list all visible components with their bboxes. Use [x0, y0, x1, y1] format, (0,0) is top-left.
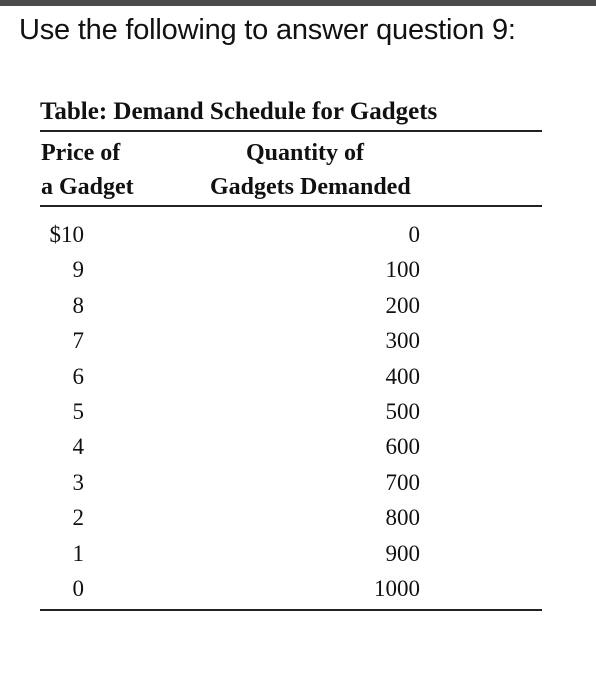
table-row [40, 536, 542, 571]
table-row [40, 252, 542, 287]
price-cell: 7 [72, 328, 84, 354]
table-row [40, 571, 542, 606]
table-row [40, 394, 542, 429]
price-cell: 4 [72, 434, 84, 460]
quantity-cell: 100 [385, 257, 420, 283]
price-column-header [41, 136, 134, 204]
quantity-cell: 400 [385, 363, 420, 389]
quantity-cell: 500 [385, 398, 420, 424]
price-cell: 6 [72, 363, 84, 389]
demand-schedule-table [40, 94, 542, 611]
table-bottom-rule [40, 609, 542, 611]
table-body [40, 217, 542, 606]
price-cell: $10 [49, 222, 84, 247]
price-cell: 2 [72, 505, 84, 531]
table-row [40, 359, 542, 394]
quantity-header-line1: Quantity of [245, 140, 364, 166]
table-row [40, 500, 542, 535]
top-border-bar [0, 0, 596, 6]
quantity-column-header [210, 136, 411, 204]
table-title: Table: Demand Schedule for Gadgets [40, 98, 438, 125]
table-row [40, 217, 542, 252]
price-cell: 5 [72, 398, 84, 424]
table-row [40, 465, 542, 500]
quantity-header-line2: Gadgets Demanded [210, 174, 411, 200]
price-cell: 1 [72, 540, 84, 566]
table-row [40, 323, 542, 358]
quantity-cell: 300 [385, 328, 420, 354]
quantity-cell: 700 [385, 469, 420, 495]
table-row [40, 429, 542, 464]
quantity-cell: 600 [385, 434, 420, 460]
quantity-cell: 200 [385, 292, 420, 318]
question-prompt: Use the following to answer question 9: [19, 14, 516, 46]
quantity-cell: 1000 [374, 575, 420, 601]
quantity-cell: 0 [408, 222, 420, 247]
table-header [40, 132, 542, 205]
table-row [40, 288, 542, 323]
price-cell: 0 [72, 575, 84, 601]
price-header-line1: Price of [41, 140, 121, 166]
quantity-cell: 800 [385, 505, 420, 531]
price-cell: 9 [72, 257, 84, 283]
price-cell: 8 [72, 292, 84, 318]
price-cell: 3 [72, 469, 84, 495]
quantity-cell: 900 [385, 540, 420, 566]
price-header-line2: a Gadget [41, 174, 134, 200]
